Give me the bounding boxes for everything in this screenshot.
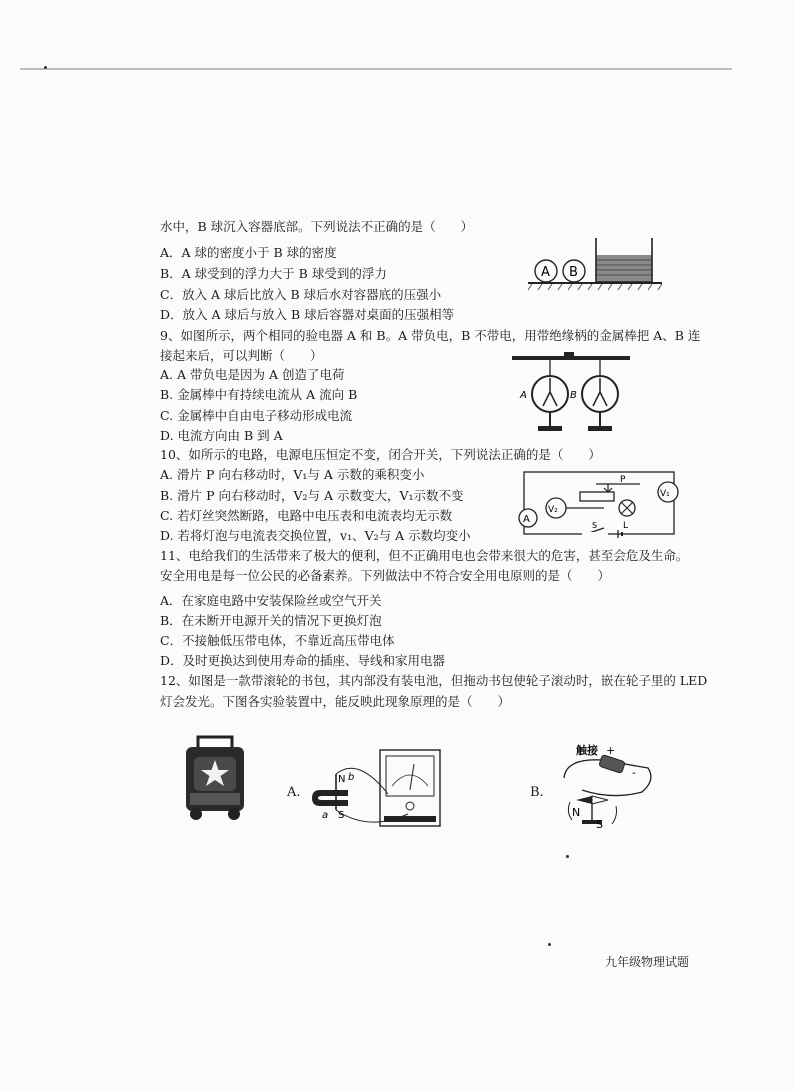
q11-stem-1: 11、电给我们的生活带来了极大的便利，但不正确用电也会带来很大的危害，甚至会危及生命。 [160, 548, 689, 563]
q9-stem-1: 9、如图所示，两个相同的验电器 A 和 B。A 带负电，B 不带电，用带绝缘柄的金属棒把 A、B 连 [160, 328, 701, 343]
q8-option-d: D．放入 A 球后与放入 B 球后容器对桌面的压强相等 [160, 307, 455, 322]
q11-option-d: D．及时更换达到使用寿命的插座、导线和家用电器 [160, 653, 446, 668]
q10-v1-label: V₁ [660, 489, 670, 499]
q12-option-a-label: A. [287, 785, 301, 800]
q8-ball-a-label: A [541, 265, 550, 280]
q12-fig-b-minus-label: - [632, 766, 636, 779]
speck [44, 66, 47, 69]
q12-backpack-figure [180, 735, 250, 821]
q11-option-b: B．在未断开电源开关的情况下更换灯泡 [160, 613, 382, 628]
q9-option-d: D. 电流方向由 B 到 A [160, 428, 283, 443]
q11-stem-2: 安全用电是每一位公民的必备素养。下列做法中不符合安全用电原则的是（ ） [160, 568, 611, 583]
q9-stem-2: 接起来后，可以判断（ ） [160, 348, 323, 363]
q10-circuit-figure [510, 466, 690, 548]
q12-option-a-figure [308, 748, 444, 832]
q9-electroscope-a-label: A [520, 390, 527, 401]
q10-option-d: D. 若将灯泡与电流表交换位置，v₁、V₂与 A 示数均变小 [160, 528, 471, 543]
q12-fig-a-s-label: S [338, 810, 345, 821]
q9-option-c: C. 金属棒中自由电子移动形成电流 [160, 408, 353, 423]
q12-fig-b-contact-label: 触接 [576, 744, 598, 757]
q10-slider-label: P [620, 475, 626, 485]
q10-ammeter-label: A [523, 514, 530, 525]
q12-stem-2: 灯会发光。下图各实验装置中，能反映此现象原理的是（ ） [160, 694, 511, 709]
speck [566, 855, 569, 858]
q12-fig-b-n-label: N [572, 806, 581, 819]
q12-fig-a-n-label: N [338, 774, 346, 785]
q10-stem: 10、如所示的电路，电源电压恒定不变，闭合开关，下列说法正确的是（ ） [160, 447, 601, 462]
q8-option-a: A．A 球的密度小于 B 球的密度 [160, 245, 337, 260]
q10-lamp-label: L [623, 521, 629, 531]
page-edge [20, 68, 732, 70]
q8-stem: 水中，B 球沉入容器底部。下列说法不正确的是（ ） [160, 219, 474, 234]
q8-option-b: B．A 球受到的浮力大于 B 球受到的浮力 [160, 266, 387, 281]
page-footer: 九年级物理试题 [605, 955, 690, 969]
q10-v2-label: V₂ [548, 505, 558, 515]
q11-option-c: C．不接触低压带电体，不靠近高压带电体 [160, 633, 395, 648]
q9-figure [506, 350, 656, 436]
q11-option-a: A．在家庭电路中安装保险丝或空气开关 [160, 593, 382, 608]
q8-figure [526, 233, 664, 293]
q12-option-b-figure [552, 740, 662, 832]
q9-option-b: B. 金属棒中有持续电流从 A 流向 B [160, 387, 358, 402]
q10-option-a: A. 滑片 P 向右移动时，V₁与 A 示数的乘积变小 [160, 467, 425, 482]
q12-stem-1: 12、如图是一款带滚轮的书包，其内部没有装电池，但拖动书包使轮子滚动时，嵌在轮子里的 LED [160, 673, 708, 688]
q12-fig-a-a-label: a [322, 810, 329, 821]
q10-switch-label: S [592, 521, 598, 530]
q12-fig-b-plus-label: + [606, 744, 616, 757]
q12-option-b-label: B. [530, 785, 544, 800]
speck [548, 943, 551, 946]
q12-fig-a-b-label: b [348, 772, 355, 783]
q10-option-b: B. 滑片 P 向右移动时，V₂与 A 示数变大，V₁示数不变 [160, 488, 464, 503]
q9-electroscope-b-label: B [570, 390, 577, 401]
q9-option-a: A. A 带负电是因为 A 创造了电荷 [160, 367, 345, 382]
q10-option-c: C. 若灯丝突然断路，电路中电压表和电流表均无示数 [160, 508, 453, 523]
q8-option-c: C．放入 A 球后比放入 B 球后水对容器底的压强小 [160, 287, 442, 302]
q8-ball-b-label: B [569, 265, 578, 280]
q12-fig-b-s-label: S [596, 818, 603, 831]
